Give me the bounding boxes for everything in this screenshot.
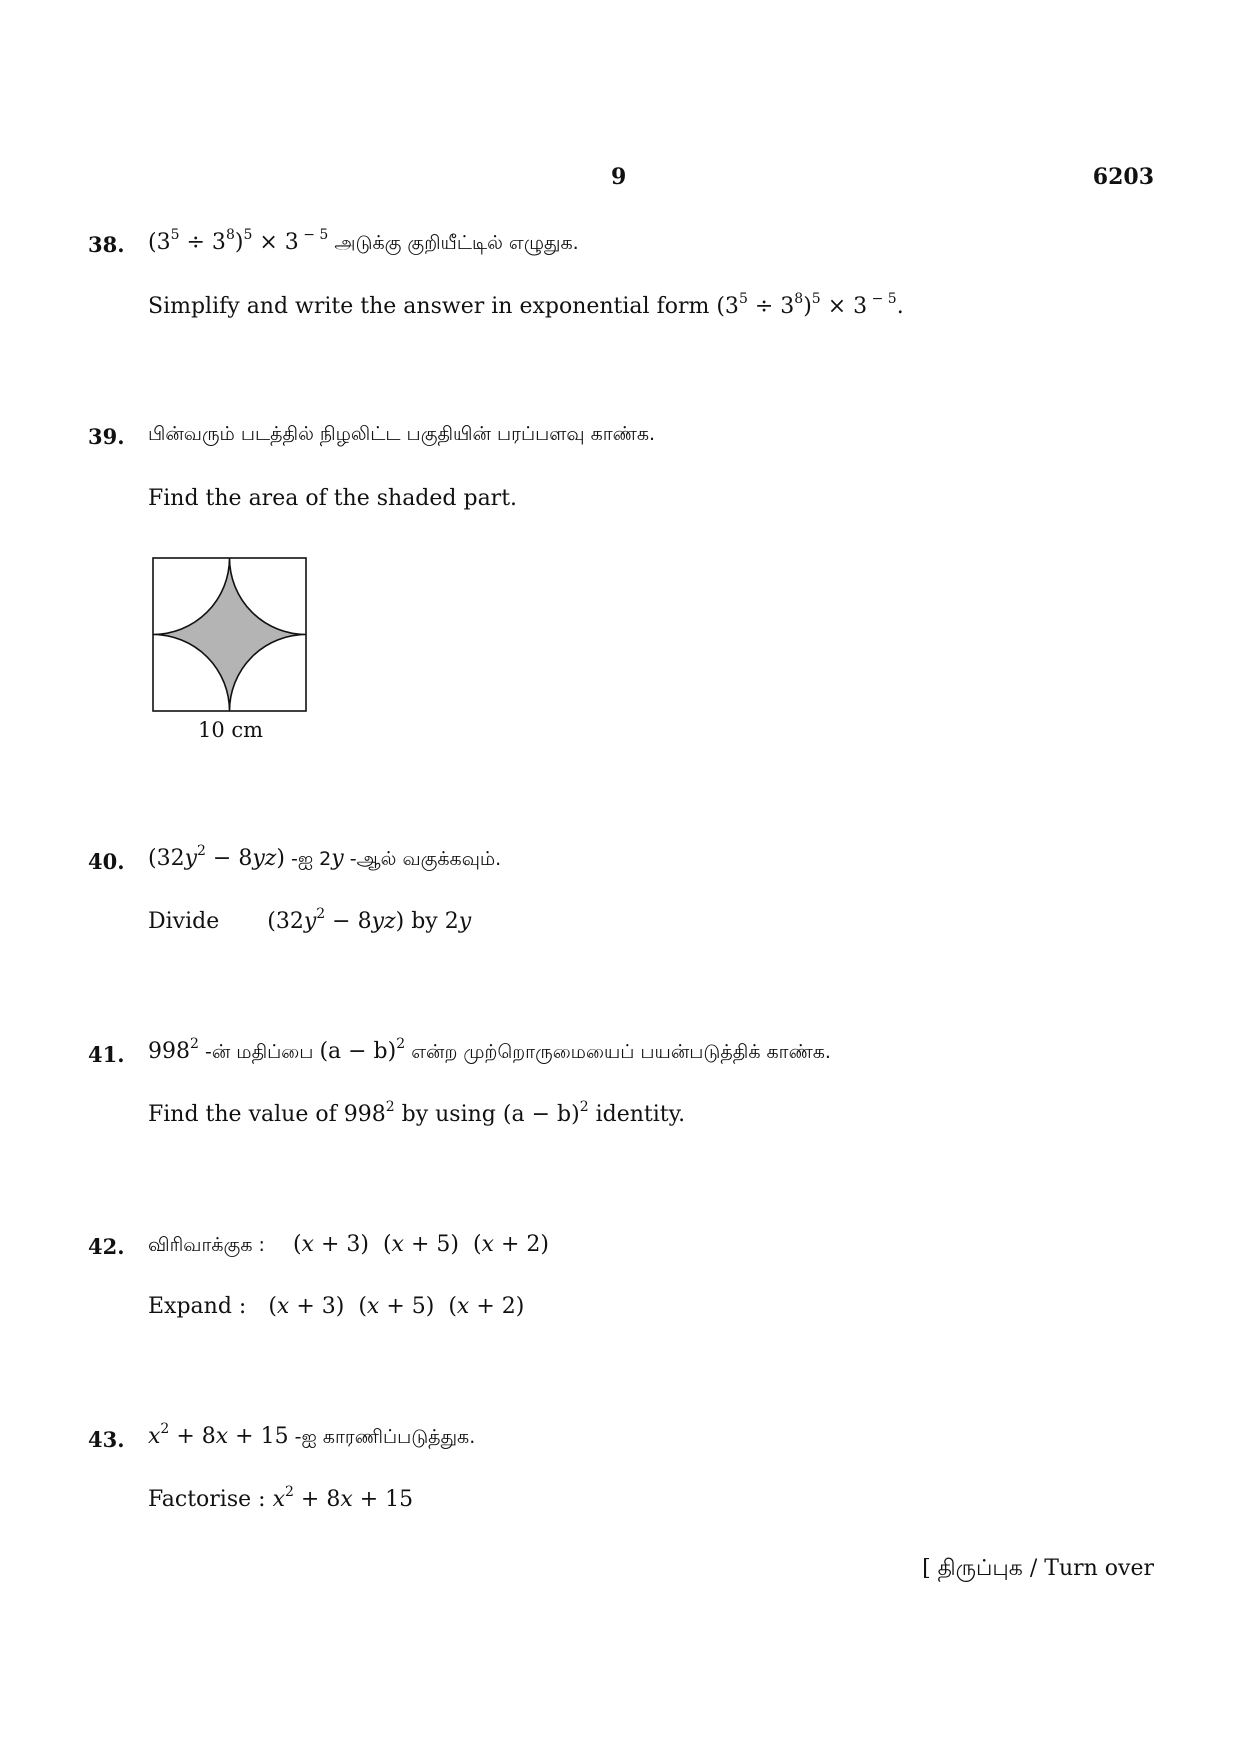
- q39-tamil-line: பின்வரும் படத்தில் நிழலிட்ட பகுதியின் பரப்பளவு காண்க.: [148, 423, 656, 445]
- q40-tamil-line: $(32y^2 - 8yz)$ -ஐ 2y -ஆல் வகுக்கவும்.: [148, 842, 502, 871]
- q41-tamil-line: $998^2$ -ன் மதிப்பை $(a - b)^2$ என்ற முற்றொருமையைப் பயன்படுத்திக் காண்க.: [148, 1035, 831, 1064]
- page-number: 9: [611, 164, 627, 190]
- q40-english-line: Divide $(32y^2 - 8yz)$ by 2y: [148, 905, 472, 934]
- question-number-41: 41.: [88, 1042, 125, 1067]
- question-number-40: 40.: [88, 849, 125, 874]
- question-number-38: 38.: [88, 232, 125, 257]
- q43-english-line: Factorise : $x^2 + 8x + 15$: [148, 1483, 414, 1512]
- q39-english-line: Find the area of the shaded part.: [148, 486, 518, 511]
- q38-tamil-line: $(3^5 \div 3^8)^5 \times 3$ $^{- 5}$ அடுக்கு குறியீட்டில் எழுதுக.: [148, 226, 579, 255]
- paper-code: 6203: [1092, 164, 1154, 190]
- q43-tamil-line: $x^2 + 8x + 15$ -ஐ காரணிப்படுத்துக.: [148, 1420, 476, 1449]
- question-number-42: 42.: [88, 1234, 125, 1259]
- shaded-square-figure: [150, 555, 310, 715]
- figure-side-label: 10 cm: [198, 718, 264, 742]
- q38-english-line: Simplify and write the answer in exponential form $(3^5 \div 3^8)^5 \times 3$ $^{- 5}$.: [148, 290, 904, 319]
- q42-tamil-line: விரிவாக்குக : (x + 3) (x + 5) (x + 2): [148, 1232, 549, 1257]
- question-number-43: 43.: [88, 1427, 125, 1452]
- question-number-39: 39.: [88, 424, 125, 449]
- turn-over-note: [ திருப்புக / Turn over: [922, 1556, 1154, 1581]
- q42-english-line: Expand : (x + 3) (x + 5) (x + 2): [148, 1294, 525, 1319]
- q41-english-line: Find the value of $998^2$ by using $(a - b)^2$ identity.: [148, 1098, 686, 1127]
